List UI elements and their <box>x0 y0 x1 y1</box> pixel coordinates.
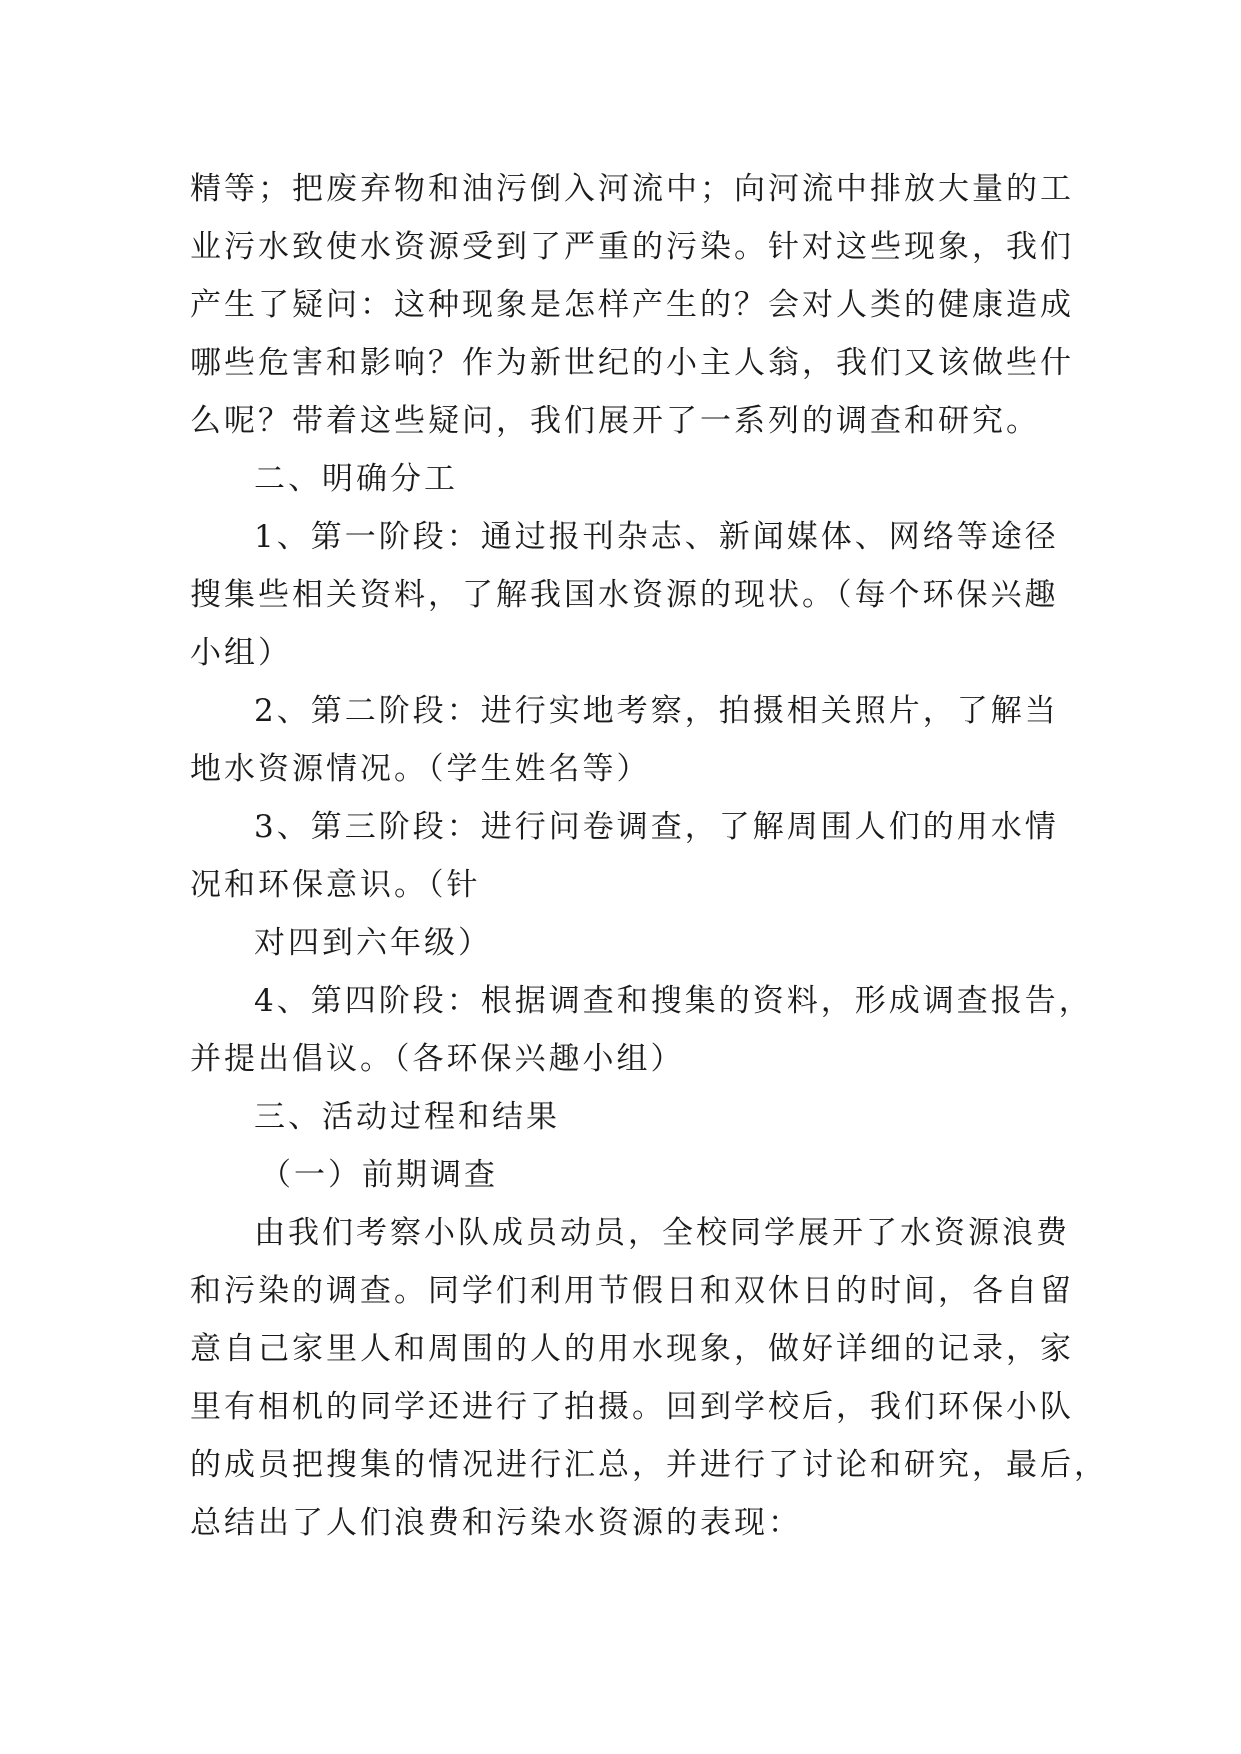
subsection-heading-1: （一）前期调查 <box>260 1157 498 1193</box>
survey-line-3: 意自己家里人和周围的人的用水现象，做好详细的记录，家 <box>190 1331 1074 1367</box>
stage-3-line-2: 况和环保意识。（针 <box>190 867 481 903</box>
stage-4-line-2: 并提出倡议。（各环保兴趣小组） <box>190 1041 685 1077</box>
survey-line-4: 里有相机的同学还进行了拍摄。回到学校后，我们环保小队 <box>190 1389 1074 1425</box>
document-body <box>190 160 1108 1552</box>
body-line-4: 哪些危害和影响？作为新世纪的小主人翁，我们又该做些什 <box>190 345 1074 381</box>
stage-2-line-2: 地水资源情况。（学生姓名等） <box>190 751 651 787</box>
body-line-1: 精等；把废弃物和油污倒入河流中；向河流中排放大量的工 <box>190 171 1074 207</box>
stage-2-line-1: 2、第二阶段：进行实地考察，拍摄相关照片，了解当 <box>254 693 1059 729</box>
body-line-3: 产生了疑问：这种现象是怎样产生的？会对人类的健康造成 <box>190 287 1074 323</box>
stage-1-line-3: 小组） <box>190 635 292 671</box>
stage-3-line-3: 对四到六年级） <box>254 925 492 961</box>
section-heading-2: 二、明确分工 <box>254 461 458 497</box>
stage-1-line-1: 1、第一阶段：通过报刊杂志、新闻媒体、网络等途径 <box>254 519 1059 555</box>
stage-3-line-1: 3、第三阶段：进行问卷调查，了解周围人们的用水情 <box>254 809 1059 845</box>
survey-line-5: 的成员把搜集的情况进行汇总，并进行了讨论和研究，最后， <box>190 1447 1108 1483</box>
section-heading-3: 三、活动过程和结果 <box>254 1099 560 1135</box>
stage-4-line-1: 4、第四阶段：根据调查和搜集的资料，形成调查报告， <box>254 983 1093 1019</box>
body-line-5: 么呢？带着这些疑问，我们展开了一系列的调查和研究。 <box>190 403 1040 439</box>
survey-line-2: 和污染的调查。同学们利用节假日和双休日的时间，各自留 <box>190 1273 1074 1309</box>
survey-line-6: 总结出了人们浪费和污染水资源的表现： <box>190 1505 802 1541</box>
body-line-2: 业污水致使水资源受到了严重的污染。针对这些现象，我们 <box>190 229 1074 265</box>
stage-1-line-2: 搜集些相关资料，了解我国水资源的现状。（每个环保兴趣 <box>190 577 1059 613</box>
survey-line-1: 由我们考察小队成员动员，全校同学展开了水资源浪费 <box>254 1215 1070 1251</box>
